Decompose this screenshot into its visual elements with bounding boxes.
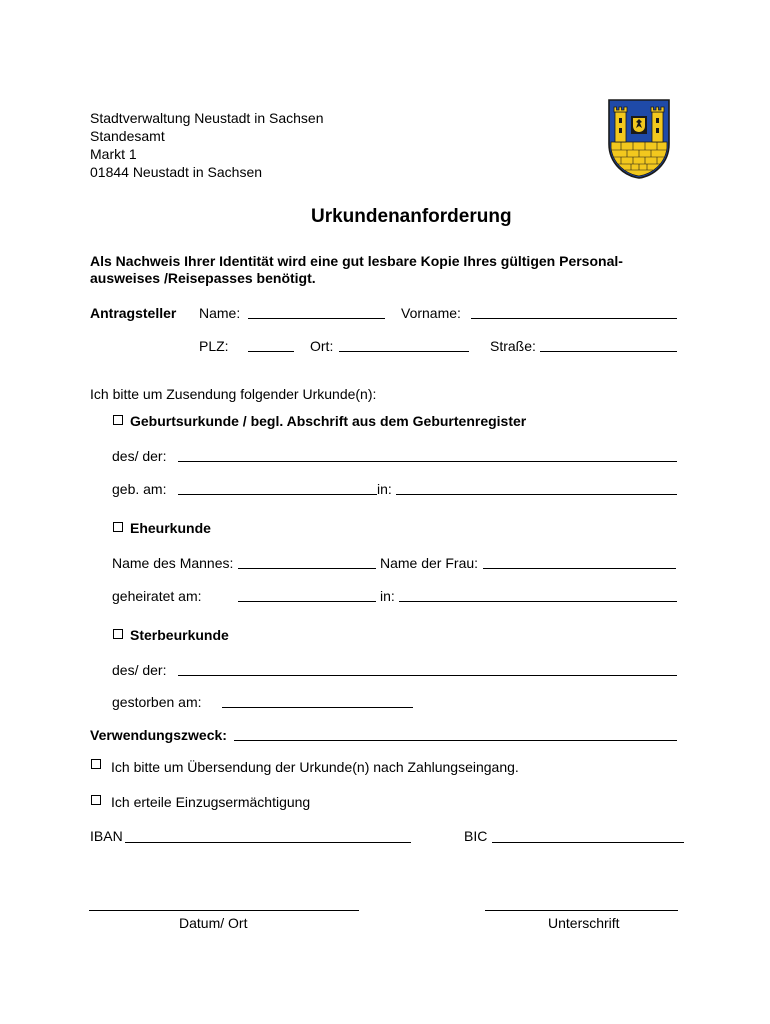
iban-field[interactable] — [125, 842, 411, 843]
ort-field[interactable] — [339, 351, 469, 352]
wife-name-field[interactable] — [483, 568, 676, 569]
direct-debit-label: Ich erteile Einzugsermächtigung — [111, 794, 311, 810]
birth-place-label: in: — [377, 481, 392, 497]
bic-label: BIC — [464, 828, 488, 844]
death-date-field[interactable] — [222, 707, 413, 708]
date-place-label: Datum/ Ort — [179, 915, 248, 931]
death-certificate-label: Sterbeurkunde — [130, 627, 229, 643]
strasse-label: Straße: — [490, 338, 536, 354]
married-date-field[interactable] — [238, 601, 376, 602]
address-line-1: Stadtverwaltung Neustadt in Sachsen — [90, 110, 324, 126]
birth-certificate-label: Geburtsurkunde / begl. Abschrift aus dem Geburtenregister — [130, 413, 527, 429]
husband-name-label: Name des Mannes: — [112, 555, 234, 571]
date-place-field[interactable] — [89, 910, 359, 911]
ort-label: Ort: — [310, 338, 334, 354]
vorname-label: Vorname: — [401, 305, 461, 321]
plz-label: PLZ: — [199, 338, 229, 354]
birth-place-field[interactable] — [396, 494, 677, 495]
direct-debit-checkbox[interactable] — [91, 795, 101, 805]
death-date-label: gestorben am: — [112, 694, 202, 710]
notice-line-2: ausweises /Reisepasses benötigt. — [90, 270, 316, 286]
death-of-label: des/ der: — [112, 662, 167, 678]
strasse-field[interactable] — [540, 351, 677, 352]
wall-shape — [611, 142, 667, 176]
iban-label: IBAN — [90, 828, 123, 844]
signature-label: Unterschrift — [548, 915, 620, 931]
applicant-section-label: Antragsteller — [90, 305, 177, 321]
payment-on-receipt-checkbox[interactable] — [91, 759, 101, 769]
death-certificate-checkbox[interactable] — [113, 629, 123, 639]
birth-date-label: geb. am: — [112, 481, 167, 497]
married-place-label: in: — [380, 588, 395, 604]
birth-of-field[interactable] — [178, 461, 677, 462]
name-field[interactable] — [248, 318, 385, 319]
death-of-field[interactable] — [178, 675, 677, 676]
signature-field[interactable] — [485, 910, 678, 911]
birth-certificate-checkbox[interactable] — [113, 415, 123, 425]
address-line-3: Markt 1 — [90, 146, 137, 162]
wife-name-label: Name der Frau: — [380, 555, 479, 571]
page-title: Urkundenanforderung — [311, 206, 512, 227]
married-date-label: geheiratet am: — [112, 588, 202, 604]
married-place-field[interactable] — [399, 601, 677, 602]
husband-name-field[interactable] — [238, 568, 376, 569]
name-label: Name: — [199, 305, 241, 321]
vorname-field[interactable] — [471, 318, 677, 319]
coat-of-arms-icon — [607, 98, 671, 180]
purpose-label: Verwendungszweck: — [90, 727, 227, 743]
payment-on-receipt-label: Ich bitte um Übersendung der Urkunde(n) nach Zahlungseingang. — [111, 759, 519, 775]
notice-line-1: Als Nachweis Ihrer Identität wird eine gut lesbare Kopie Ihres gültigen Personal- — [90, 253, 623, 269]
birth-date-field[interactable] — [178, 494, 377, 495]
plz-field[interactable] — [248, 351, 294, 352]
address-line-4: 01844 Neustadt in Sachsen — [90, 164, 263, 180]
marriage-certificate-label: Eheurkunde — [130, 520, 211, 536]
purpose-field[interactable] — [234, 740, 677, 741]
request-intro: Ich bitte um Zusendung folgender Urkunde(n): — [90, 386, 377, 402]
bic-field[interactable] — [492, 842, 684, 843]
address-line-2: Standesamt — [90, 128, 165, 144]
marriage-certificate-checkbox[interactable] — [113, 522, 123, 532]
birth-of-label: des/ der: — [112, 448, 167, 464]
